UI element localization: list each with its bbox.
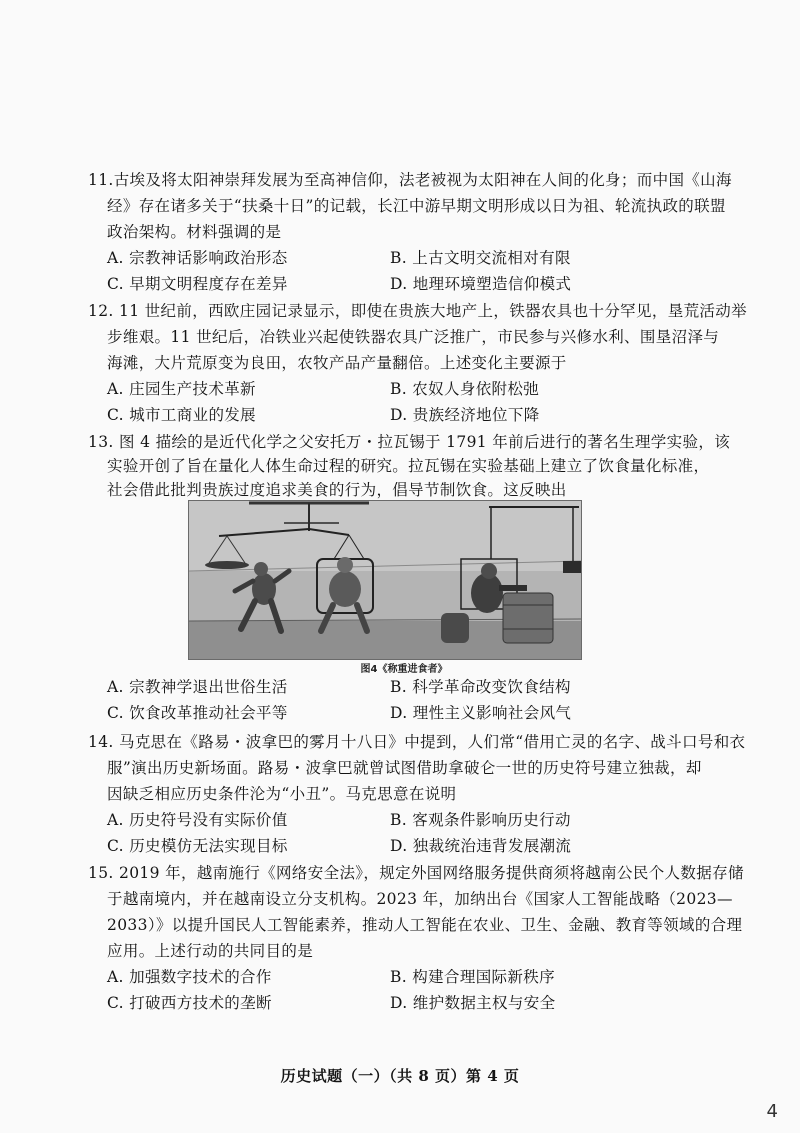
question-13-option-b[interactable]: B. 科学革命改变饮食结构	[390, 678, 571, 696]
question-15	[88, 862, 744, 1018]
question-11-option-a[interactable]: A. 宗教神话影响政治形态	[107, 249, 288, 267]
page-footer: 历史试题（一）（共 8 页）第 4 页	[280, 1067, 520, 1085]
question-14-option-a[interactable]: A. 历史符号没有实际价值	[107, 811, 288, 829]
question-14-stem-line-1: 14. 马克思在《路易・波拿巴的雾月十八日》中提到，人们常“借用亡灵的名字、战斗口号和衣	[88, 733, 746, 751]
question-13-option-c[interactable]: C. 饮食改革推动社会平等	[107, 704, 288, 722]
question-11-stem-line-1: 11.古埃及将太阳神崇拜发展为至高神信仰，法老被视为太阳神在人间的化身；而中国《山海	[88, 171, 732, 189]
question-14-stem-line-2: 服”演出历史新场面。路易・波拿巴就曾试图借助拿破仑一世的历史符号建立独裁，却	[107, 759, 702, 777]
question-13	[88, 431, 731, 501]
question-14-stem-line-3: 因缺乏相应历史条件沦为“小丑”。马克思意在说明	[107, 785, 457, 803]
question-11-option-b[interactable]: B. 上古文明交流相对有限	[390, 249, 571, 267]
question-12-stem-line-3: 海滩，大片荒原变为良田，农牧产品产量翻倍。上述变化主要源于	[107, 354, 567, 372]
question-15-option-d[interactable]: D. 维护数据主权与安全	[390, 994, 556, 1012]
question-15-option-b[interactable]: B. 构建合理国际新秩序	[390, 968, 555, 986]
question-15-stem-line-4: 应用。上述行动的共同目的是	[107, 942, 314, 960]
question-14	[88, 731, 746, 861]
question-11-stem-line-2: 经》存在诸多关于“扶桑十日”的记载，长江中游早期文明形成以日为祖、轮流执政的联盟	[107, 197, 726, 215]
question-11-stem-line-3: 政治架构。材料强调的是	[107, 223, 282, 241]
question-12-option-a[interactable]: A. 庄园生产技术革新	[107, 380, 256, 398]
question-11-option-c[interactable]: C. 早期文明程度存在差异	[107, 275, 288, 293]
question-15-stem-line-2: 于越南境内，并在越南设立分支机构。2023 年，加纳出台《国家人工智能战略（2023—	[107, 890, 733, 908]
question-13-stem-line-1: 13. 图 4 描绘的是近代化学之父安托万・拉瓦锡于 1791 年前后进行的著名生理学实验，该	[88, 433, 731, 451]
figure-4-caption: 图4《称重进食者》	[360, 664, 448, 675]
question-14-option-b[interactable]: B. 客观条件影响历史行动	[390, 811, 571, 829]
question-13-option-a[interactable]: A. 宗教神学退出世俗生活	[107, 678, 288, 696]
question-15-option-c[interactable]: C. 打破西方技术的垄断	[107, 994, 272, 1012]
question-13-stem-line-2: 实验开创了旨在量化人体生命过程的研究。拉瓦锡在实验基础上建立了饮食量化标准，	[107, 457, 710, 475]
question-12	[88, 300, 747, 430]
question-12-stem-line-1: 12. 11 世纪前，西欧庄园记录显示，即使在贵族大地产上，铁器农具也十分罕见，垦荒活动举	[88, 302, 747, 320]
question-15-stem-line-3: 2033）》以提升国民人工智能素养，推动人工智能在农业、卫生、金融、教育等领域的合理	[107, 916, 743, 934]
question-12-stem-line-2: 步维艰。11 世纪后，冶铁业兴起使铁器农具广泛推广，市民参与兴修水利、围垦沼泽与	[107, 328, 720, 346]
question-12-option-d[interactable]: D. 贵族经济地位下降	[390, 406, 540, 424]
lavoisier-experiment-illustration	[188, 500, 582, 660]
question-15-option-a[interactable]: A. 加强数字技术的合作	[107, 968, 272, 986]
question-13-option-d[interactable]: D. 理性主义影响社会风气	[390, 704, 572, 722]
question-14-option-d[interactable]: D. 独裁统治违背发展潮流	[390, 837, 572, 855]
question-12-option-c[interactable]: C. 城市工商业的发展	[107, 406, 257, 424]
question-12-option-b[interactable]: B. 农奴人身依附松弛	[390, 380, 540, 398]
question-14-option-c[interactable]: C. 历史模仿无法实现目标	[107, 837, 288, 855]
question-11-option-d[interactable]: D. 地理环境塑造信仰模式	[390, 275, 572, 293]
corner-page-number: 4	[766, 1101, 778, 1122]
question-15-stem-line-1: 15. 2019 年，越南施行《网络安全法》，规定外国网络服务提供商须将越南公民个人数据存储	[88, 864, 744, 882]
question-11	[88, 169, 732, 299]
question-13-stem-line-3: 社会借此批判贵族过度追求美食的行为，倡导节制饮食。这反映出	[107, 481, 567, 499]
question-13-options	[88, 676, 708, 728]
